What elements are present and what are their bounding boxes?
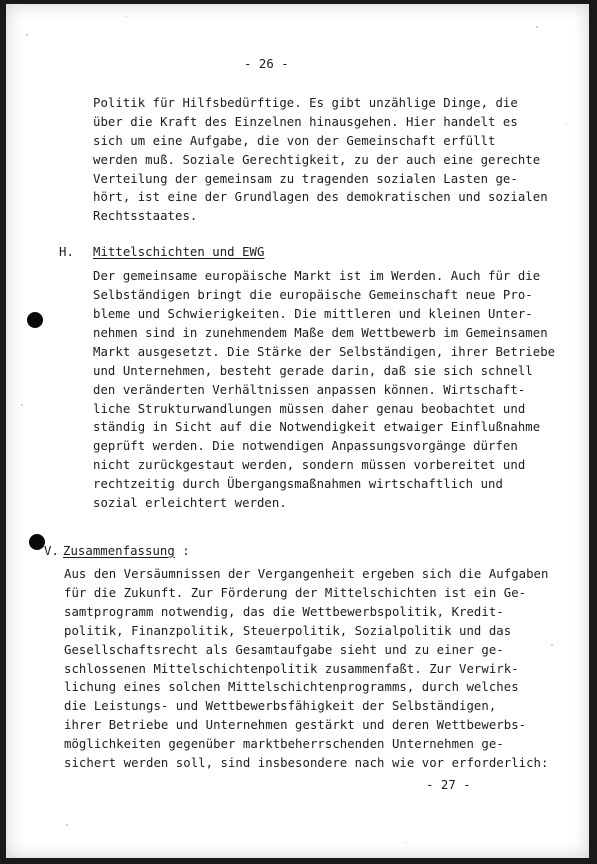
scan-speck	[566, 124, 567, 125]
scan-speck	[126, 16, 127, 17]
text-line: politik, Finanzpolitik, Steuerpolitik, Sozialpolitik und das	[64, 624, 512, 638]
text-line: bleme und Schwierigkeiten. Die mittleren und kleinen Unter-	[93, 307, 533, 321]
section-marker: H.	[59, 245, 74, 259]
text-line: Gesellschaftsrecht als Gesamtaufgabe sieht und zu einer ge-	[64, 643, 504, 657]
text-line: samtprogramm notwendig, das die Wettbewerbspolitik, Kredit-	[64, 605, 504, 619]
text-line: möglichkeiten gegenüber marktbeherrschenden Unternehmen ge-	[64, 737, 504, 751]
punch-hole	[27, 312, 43, 328]
text-line: Rechtsstaates.	[93, 209, 198, 223]
section-heading-suffix: :	[174, 544, 190, 558]
section-heading: Mittelschichten und EWG	[93, 245, 265, 259]
scan-speck	[66, 824, 68, 826]
text-line: nicht zurückgestaut werden, sondern müssen vorbereitet und	[93, 458, 526, 472]
text-line: sich um eine Aufgabe, die von der Gemeinschaft erfüllt	[93, 134, 496, 148]
text-line: hört, ist eine der Grundlagen des demokratischen und sozialen	[93, 190, 548, 204]
scan-speck	[406, 842, 407, 843]
text-line: Der gemeinsame europäische Markt ist im Werden. Auch für die	[93, 269, 541, 283]
text-line: Aus den Versäumnissen der Vergangenheit ergeben sich die Aufgaben	[64, 567, 549, 581]
section-heading-wrap	[63, 545, 190, 557]
document-page	[6, 4, 589, 858]
text-line: über die Kraft des Einzelnen hinausgehen. Hier handelt es	[93, 115, 518, 129]
text-line: rechtzeitig durch Übergangsmaßnahmen wirtschaftlich und	[93, 477, 503, 491]
text-line: ihrer Betriebe und Unternehmen gestärkt und deren Wettbewerbs-	[64, 718, 527, 732]
section-heading: Zusammenfassung	[63, 544, 175, 558]
page-number-top: - 26 -	[244, 57, 289, 71]
text-line: für die Zukunft. Zur Förderung der Mittelschichten ist ein Ge-	[64, 586, 527, 600]
text-line: Verteilung der gemeinsam zu tragenden sozialen Lasten ge-	[93, 172, 518, 186]
page-number-bottom: - 27 -	[426, 778, 471, 792]
text-line: sichert werden soll, sind insbesondere nach wie vor erforderlich:	[64, 756, 549, 770]
scan-speck	[551, 644, 553, 646]
scan-speck	[536, 26, 538, 28]
text-line: Markt ausgesetzt. Die Stärke der Selbständigen, ihrer Betriebe	[93, 345, 556, 359]
section-marker: V.	[44, 544, 59, 558]
text-line: sozial erleichtert werden.	[93, 496, 287, 510]
text-line: Selbständigen bringt die europäische Gemeinschaft neue Pro-	[93, 288, 533, 302]
text-line: lichung eines solchen Mittelschichtenprogramms, durch welches	[64, 680, 519, 694]
text-line: und Unternehmen, besteht gerade darin, daß sie sich schnell	[93, 364, 533, 378]
text-line: werden muß. Soziale Gerechtigkeit, zu der auch eine gerechte	[93, 153, 541, 167]
text-line: schlossenen Mittelschichtenpolitik zusammenfaßt. Zur Verwirk-	[64, 662, 519, 676]
text-line: ständig in Sicht auf die Notwendigkeit etwaiger Einflußnahme	[93, 420, 541, 434]
text-line: die Leistungs- und Wettbewerbsfähigkeit der Selbständigen,	[64, 699, 497, 713]
text-line: Politik für Hilfsbedürftige. Es gibt unzählige Dinge, die	[93, 96, 518, 110]
punch-hole	[29, 534, 45, 550]
text-line: nehmen sind in zunehmendem Maße dem Wettbewerb im Gemeinsamen	[93, 326, 548, 340]
scan-speck	[21, 404, 23, 406]
text-line: liche Strukturwandlungen müssen daher genau beobachtet und	[93, 402, 526, 416]
text-line: geprüft werden. Die notwendigen Anpassungsvorgänge dürfen	[93, 439, 518, 453]
text-line: den veränderten Verhältnissen anpassen können. Wirtschaft-	[93, 383, 526, 397]
scan-speck	[26, 34, 28, 36]
